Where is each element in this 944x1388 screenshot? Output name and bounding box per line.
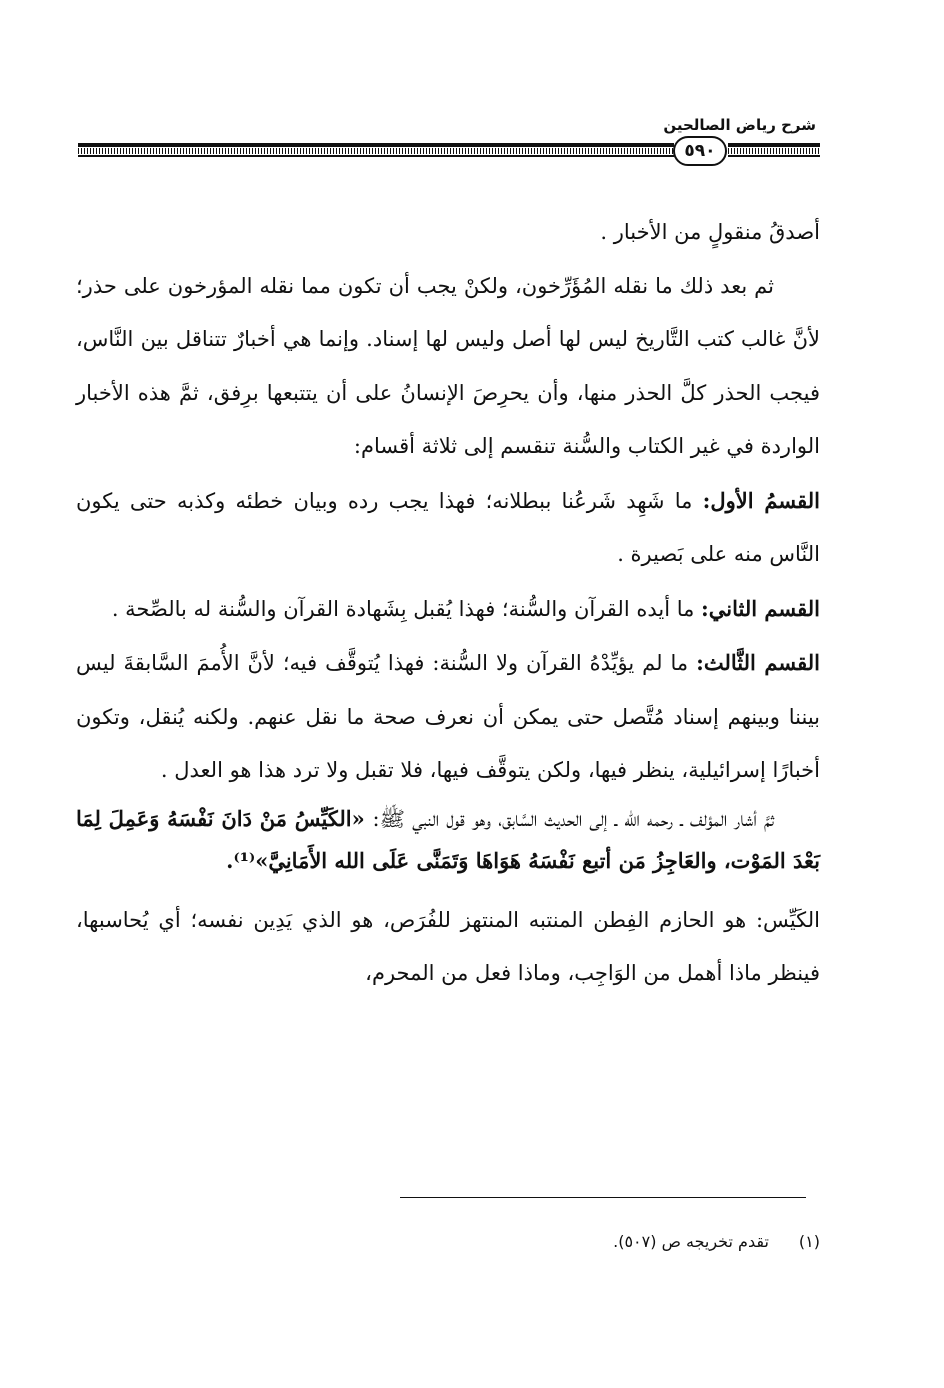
- section-third: [76, 636, 820, 798]
- header-rule-right: [728, 143, 820, 157]
- section-first-text: ما شَهِد شَرعُنا ببطلانه؛ فهذا يجب رده وبيان خطئه وكذبه حتى يكون النَّاس منه على بَصيرة .: [76, 488, 820, 566]
- section-second: [76, 582, 820, 637]
- footnote-number: (١): [798, 1232, 820, 1251]
- paragraph-2: ثم بعد ذلك ما نقله المُؤَرِّخون، ولكنْ يجب أن تكون مما نقله المؤرخون على حذر؛ لأنَّ غالب كتب التَّاريخ ليس لها أصل وليس لها إسناد. وإنما هي أخبارٌ تتناقل بين النَّاس، فيجب الحذر كلَّ الحذر منها، وأن يحرِصَ الإنسانُ على أن يتتبعها برِفق، ثمَّ هذه الأخبار الواردة في غير الكتاب والسُّنة تنقسم إلى ثلاثة أقسام:: [76, 273, 820, 458]
- hadith-intro: ثمَّ أشار المؤلف ـ رحمه الله ـ إلى الحديث السَّابق، وهو قول النبي ﷺ:: [372, 806, 775, 831]
- section-third-label: القسم الثَّالث:: [696, 650, 820, 675]
- page-number: ٥٩٠: [673, 136, 727, 166]
- paragraph-1: أصدقُ منقولٍ من الأخبار .: [600, 220, 820, 244]
- section-first-label: القسمُ الأول:: [702, 487, 820, 513]
- section-second-label: القسم الثاني:: [701, 595, 820, 621]
- hadith-text: «الكَيِّسُ مَنْ دَانَ نَفْسَهُ وَعَمِلَ لِمَا بَعْدَ المَوْت، والعَاجِزُ مَن أتبع نَفْسَهُ هَوَاهَا وَتَمَنَّى عَلَى الله الأَمَانِيَّ»⁽¹⁾.: [76, 805, 820, 873]
- header-rule-left: [78, 143, 674, 157]
- footnote-text: تقدم تخريجه ص (٥٠٧).: [613, 1232, 769, 1251]
- running-header-title: شرح رياض الصالحين: [663, 116, 816, 134]
- page-body: [76, 206, 820, 1001]
- definition-text: هو الحازم الفِطن المنتبه المنتهز للفُرَص، هو الذي يَدِين نفسه؛ أي يُحاسبها، فينظر ماذا أهمل من الوَاجِب، وماذا فعل من المحرم،: [76, 907, 820, 985]
- footnote: [613, 1231, 820, 1253]
- paragraph-hadith: [76, 798, 820, 882]
- definition-term: الكَيِّس:: [755, 907, 820, 932]
- section-third-text: ما لم يؤيِّدْهُ القرآن ولا السُّنة: فهذا يُتوقَّف فيه؛ لأنَّ الأُممَ السَّابقةَ ليس بيننا وبينهم إسناد مُتَّصل حتى يمكن أن نعرف صحة ما نقل عنهم. ولكنه يُنقل، وتكون أخبارًا إسرائيلية، ينظر فيها، ولكن يتوقَّف فيها، فلا تقبل ولا ترد هذا هو العدل .: [76, 651, 820, 782]
- section-second-text: ما أيده القرآن والسُّنة؛ فهذا يُقبل بِشَهادة القرآن والسُّنة له بالصِّحة .: [111, 596, 702, 621]
- footnote-divider: [400, 1197, 806, 1198]
- section-first: [76, 474, 820, 582]
- paragraph-definition: [76, 894, 820, 1001]
